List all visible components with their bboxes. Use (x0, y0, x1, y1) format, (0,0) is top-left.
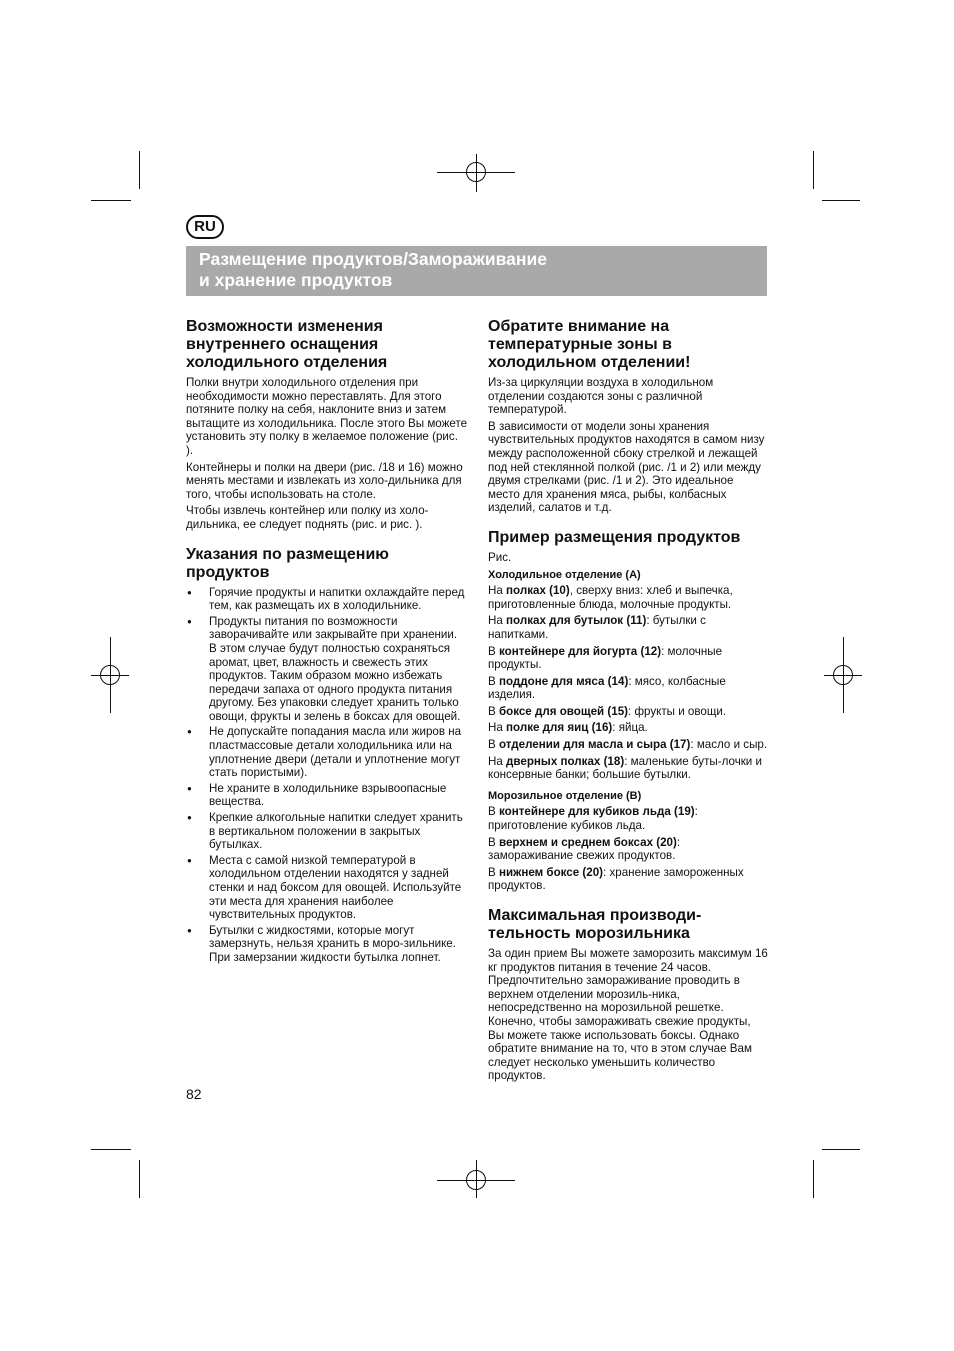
left-column (186, 318, 468, 967)
crop-mark (822, 200, 860, 201)
registration-mark-left-circle (100, 665, 120, 685)
subsection-title-freezer: Морозильное отделение (B) (488, 789, 642, 802)
page-number: 82 (186, 1086, 202, 1102)
page-title-line1: Размещение продуктов/Замораживание (199, 249, 547, 269)
paragraph: За один прием Вы можете заморозить максимум 16 кг продуктов питания в течение 24 часов. Предпочтительно замораживание проводить в верхнем отделении морозиль-ника, непосредственно на морозильной решетке. Конечно, чтобы замораживать свежие продукты, Вы можете также использовать боксы. Однако обратите внимание на то, что в этом случае Вам следует несколько уменьшить количество продуктов. (488, 947, 768, 1083)
placement-item: На дверных полках (18): маленькие буты-лочки и консервные банки; большие бутылки. (488, 754, 762, 782)
crop-mark (813, 1160, 814, 1198)
subsection-title-fridge: Холодильное отделение (A) (488, 568, 641, 581)
crop-mark (813, 151, 814, 189)
crop-mark (91, 200, 131, 201)
section-title-placement-example: Пример размещения продуктов (488, 528, 741, 546)
crop-mark (139, 151, 140, 189)
paragraph: Чтобы извлечь контейнер или полку из холо-дильника, ее следует поднять (рис. и рис. ). (186, 504, 429, 531)
list-item: ● Продукты питания по возможности заворачивайте или закрывайте при хранении. В этом случае будут полностью сохраняться аромат, цвет, влажность и свежесть этих продуктов. Таким образом можно избежать передачи запаха от одного продукта питания другому. Без упаковки следует хранить только овощи, фрукты и зелень в боксах для овощей. (186, 615, 468, 724)
paragraph: Из-за циркуляции воздуха в холодильном отделении создаются зоны с различной температурой. (488, 376, 714, 417)
placement-item: В боксе для овощей (15): фрукты и овощи. (488, 704, 727, 718)
placement-item: В отделении для масла и сыра (17): масло и сыр. (488, 738, 768, 752)
page-title-banner (186, 246, 767, 296)
placement-item: На полках для бутылок (11): бутылки с напитками. (488, 614, 706, 641)
list-item: ● Крепкие алкогольные напитки следует хранить в вертикальном положении в закрытых бутылках. (186, 811, 468, 852)
right-column (488, 318, 768, 1086)
placement-item: В контейнере для йогурта (12): молочные продукты. (488, 644, 723, 672)
figure-reference: Рис. (488, 550, 512, 564)
paragraph: Контейнеры и полки на двери (рис. /18 и 16) можно менять местами и извлекать из холо-дильника для того, чтобы использовать на столе. (186, 460, 463, 501)
tips-list (186, 586, 468, 965)
placement-item: На полке для яиц (16): яйца. (488, 721, 648, 735)
crop-mark (91, 1149, 131, 1150)
list-item: ● Горячие продукты и напитки охлаждайте перед тем, как размещать их в холодильнике. (186, 586, 468, 613)
placement-item: В нижнем боксе (20): хранение замороженных продуктов. (488, 865, 744, 893)
language-badge: RU (186, 215, 224, 239)
paragraph: В зависимости от модели зоны хранения чувствительных продуктов находятся в самом низу между расположенной сбоку стрелкой и лежащей под ней стеклянной полкой (рис. /1 и 2) или между двумя стрелками (рис. /1 и 2). Это идеальное место для хранения мяса, рыбы, колбасных изделий, салатов и т.д. (488, 419, 765, 515)
list-item: ● Не допускайте попадания масла или жиров на пластмассовые детали холодильника или на уплотнение двери (детали и уплотнение могут стать пористыми). (186, 725, 468, 779)
registration-mark-bottom-circle (466, 1170, 486, 1190)
section-title-placement-tips: Указания по размещению продуктов (186, 545, 389, 581)
registration-mark-top-circle (466, 162, 486, 182)
section-title-interior: Возможности изменения внутреннего оснащения холодильного отделения (186, 318, 388, 371)
registration-mark-right-circle (833, 665, 853, 685)
section-title-freezer-capacity: Максимальная производи-тельность морозильника (488, 907, 702, 942)
list-item: ● Бутылки с жидкостями, которые могут замерзнуть, нельзя хранить в моро-зильнике. При замерзании жидкости бутылка лопнет. (186, 924, 468, 965)
placement-item: В верхнем и среднем боксах (20): замораживание свежих продуктов. (488, 835, 681, 863)
paragraph: Полки внутри холодильного отделения при необходимости можно переставлять. Для этого потяните полку на себя, наклоните вниз и затем вытащите из холодильника. После этого Вы можете установить эту полку в желаемое положение (рис. ). (186, 376, 468, 457)
crop-mark (139, 1160, 140, 1198)
placement-item: В контейнере для кубиков льда (19): приготовление кубиков льда. (488, 805, 698, 833)
page-title-line2: и хранение продуктов (199, 270, 393, 290)
placement-item: В поддоне для мяса (14): мясо, колбасные изделия. (488, 674, 726, 702)
list-item: ● Не храните в холодильнике взрывоопасные вещества. (186, 782, 468, 809)
list-item: ● Места с самой низкой температурой в холодильном отделении находятся у задней стенки и над боксом для овощей. Используйте эти места для хранения наиболее чувствительных продуктов. (186, 854, 468, 922)
section-title-temperature-zones: Обратите внимание на температурные зоны в холодильном отделении! (488, 318, 691, 371)
crop-mark (822, 1149, 860, 1150)
placement-item: На полках (10), сверху вниз: хлеб и выпечка, приготовленные блюда, молочные продукты. (488, 584, 733, 611)
